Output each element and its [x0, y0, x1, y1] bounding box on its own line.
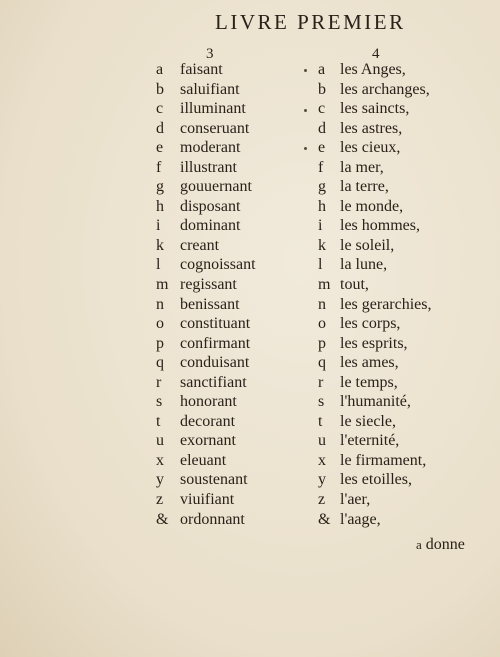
right-column-row-word: les Anges, [340, 61, 406, 78]
right-column-row-word: l'eternité, [340, 432, 400, 450]
right-column-row [318, 490, 432, 510]
left-column-row-word: creant [180, 236, 220, 254]
left-column-row-word: constituant [180, 315, 251, 333]
right-column-row-letter: o [318, 315, 326, 333]
left-column-row-letter: m [156, 276, 169, 294]
right-column-row [318, 451, 432, 471]
left-column-row-letter: d [156, 119, 164, 137]
left-column-row [156, 138, 256, 158]
left-column-row-letter: q [156, 354, 164, 372]
right-column-row [318, 353, 432, 373]
left-column-row-letter: & [156, 510, 169, 528]
left-column-row-letter: s [156, 393, 163, 411]
left-column-row-word: conseruant [180, 119, 250, 137]
right-column-row [318, 99, 432, 119]
right-column-row-word: les cieux, [340, 139, 401, 157]
left-column-row [156, 158, 256, 178]
left-column-row [156, 334, 256, 354]
right-column-row [318, 510, 432, 530]
right-column-row-letter: r [318, 373, 324, 391]
left-column-row-letter: i [156, 217, 161, 235]
right-column-row-word: la terre, [340, 178, 389, 196]
right-column-row-word: les saincts, [340, 100, 410, 118]
left-column-row-word: ordonnant [180, 510, 245, 528]
catchword [416, 536, 465, 554]
right-column-row-letter: t [318, 412, 323, 430]
page-header: LIVRE PREMIER [215, 10, 406, 34]
right-column-row-word: l'aage, [340, 510, 381, 528]
left-column-list [156, 60, 256, 529]
left-column-row-word: illustrant [180, 158, 237, 176]
right-column-row-letter: d [318, 119, 326, 137]
left-column-row-letter: y [156, 471, 164, 489]
left-column-row-word: cognoissant [180, 256, 256, 274]
right-column-row-word: les astres, [340, 119, 403, 137]
left-column-row-letter: e [156, 139, 164, 157]
ink-dot [304, 109, 307, 112]
left-column-row-letter: g [156, 178, 164, 196]
left-column-row [156, 412, 256, 432]
right-column-row-letter: g [318, 178, 326, 196]
right-column-row-word: les corps, [340, 315, 401, 333]
left-column-row-word: viuifiant [180, 491, 235, 509]
right-column-row [318, 275, 432, 295]
right-column-row [318, 373, 432, 393]
right-column-row [318, 334, 432, 354]
left-column-row [156, 255, 256, 275]
right-column-row-letter: n [318, 295, 326, 313]
right-column-row-word: les gerarchies, [340, 295, 432, 313]
left-column-row-word: soustenant [180, 471, 248, 489]
right-column-row [318, 80, 432, 100]
right-column-row-letter: i [318, 217, 323, 235]
left-column-row-letter: n [156, 295, 164, 313]
left-column-row [156, 216, 256, 236]
left-column-row-word: moderant [180, 139, 241, 157]
left-column-row [156, 490, 256, 510]
right-column-list [318, 60, 432, 529]
left-column-row [156, 119, 256, 139]
right-column-row-letter: u [318, 432, 326, 450]
left-column-row-letter: a [156, 61, 164, 78]
left-column-row-word: eleuant [180, 451, 227, 469]
right-column-row [318, 119, 432, 139]
right-column-row-word: le siecle, [340, 412, 396, 430]
right-column-row-letter: k [318, 236, 326, 254]
right-column-row-letter: s [318, 393, 325, 411]
right-column-row-word: les etoilles, [340, 471, 412, 489]
left-column-row-word: dominant [180, 217, 241, 235]
left-column-row [156, 197, 256, 217]
right-column-row-word: l'aer, [340, 491, 371, 509]
left-column-row [156, 353, 256, 373]
left-column-row [156, 80, 256, 100]
right-column-row [318, 255, 432, 275]
left-column-row [156, 295, 256, 315]
left-column-row-word: exornant [180, 432, 236, 450]
left-column-row-word: decorant [180, 412, 236, 430]
right-column-row-letter: p [318, 334, 326, 352]
left-column-row-letter: r [156, 373, 162, 391]
right-column-row-word: les ames, [340, 354, 399, 372]
right-column-row [318, 431, 432, 451]
left-column-row [156, 314, 256, 334]
right-column-number: 4 [372, 46, 380, 62]
right-column-row [318, 392, 432, 412]
right-column-row-letter: e [318, 139, 326, 157]
right-column-row-word: le monde, [340, 197, 404, 215]
right-column-row [318, 236, 432, 256]
left-column-row-word: disposant [180, 197, 241, 215]
left-column-row-word: illuminant [180, 100, 246, 118]
left-column-row [156, 373, 256, 393]
left-column-row-word: saluifiant [180, 80, 240, 98]
right-column-row-word: la lune, [340, 256, 388, 274]
left-column-row-word: honorant [180, 393, 237, 411]
left-column-row-letter: t [156, 412, 161, 430]
right-column-row [318, 470, 432, 490]
left-column-row-word: sanctifiant [180, 373, 247, 391]
left-column-row-letter: o [156, 315, 164, 333]
right-column-row-letter: l [318, 256, 323, 274]
catchword-text: donne [425, 536, 465, 553]
left-column-number: 3 [206, 46, 214, 62]
right-column-row [318, 295, 432, 315]
left-column-row-word: gouuernant [180, 178, 252, 196]
right-column-row [318, 138, 432, 158]
right-column-row-letter: z [318, 491, 326, 509]
right-column-row-word: le soleil, [340, 236, 395, 254]
left-column-row-letter: l [156, 256, 161, 274]
left-column-row-letter: h [156, 197, 164, 215]
right-column-row-letter: & [318, 510, 331, 528]
left-column-row-word: faisant [180, 61, 223, 78]
right-column-row [318, 197, 432, 217]
right-column-row-letter: x [318, 451, 326, 469]
left-column-row [156, 236, 256, 256]
left-column-row-letter: f [156, 158, 162, 176]
left-column-row [156, 60, 256, 80]
left-column-row-letter: x [156, 451, 164, 469]
right-column-row [318, 158, 432, 178]
right-column-row-word: les hommes, [340, 217, 420, 235]
right-column-row [318, 60, 432, 80]
right-column-row [318, 412, 432, 432]
right-column-row [318, 177, 432, 197]
left-column-row-letter: c [156, 100, 164, 118]
right-column-row-letter: f [318, 158, 324, 176]
ink-dot [304, 69, 307, 72]
left-column-row [156, 275, 256, 295]
left-column-row-letter: k [156, 236, 164, 254]
left-column-row [156, 392, 256, 412]
right-column-row [318, 216, 432, 236]
left-column-row [156, 470, 256, 490]
right-column-row-letter: h [318, 197, 326, 215]
right-column-row-word: le firmament, [340, 451, 427, 469]
right-column-row-letter: c [318, 100, 326, 118]
right-column-row-letter: a [318, 61, 326, 78]
right-column-row-word: les esprits, [340, 334, 408, 352]
left-column-row-letter: b [156, 80, 164, 98]
right-column-row-word: les archanges, [340, 80, 430, 98]
left-column-row [156, 451, 256, 471]
right-column-row-letter: q [318, 354, 326, 372]
catchword-letter: a [416, 537, 422, 552]
left-column-row-word: regissant [180, 276, 237, 294]
ink-dot [304, 147, 307, 150]
left-column-row [156, 431, 256, 451]
right-column-row [318, 314, 432, 334]
left-column-row [156, 510, 256, 530]
left-column-row-word: conduisant [180, 354, 250, 372]
right-column-row-letter: b [318, 80, 326, 98]
left-column-row-word: benissant [180, 295, 240, 313]
right-column-row-word: le temps, [340, 373, 398, 391]
right-column-row-letter: m [318, 276, 331, 294]
left-column-row [156, 99, 256, 119]
left-column-row-letter: p [156, 334, 164, 352]
left-column-row [156, 177, 256, 197]
left-column-row-letter: z [156, 491, 164, 509]
right-column-row-word: tout, [340, 276, 369, 294]
right-column-row-word: la mer, [340, 158, 384, 176]
right-column-row-word: l'humanité, [340, 393, 411, 411]
left-column-row-letter: u [156, 432, 164, 450]
left-column-row-word: confirmant [180, 334, 251, 352]
right-column-row-letter: y [318, 471, 326, 489]
